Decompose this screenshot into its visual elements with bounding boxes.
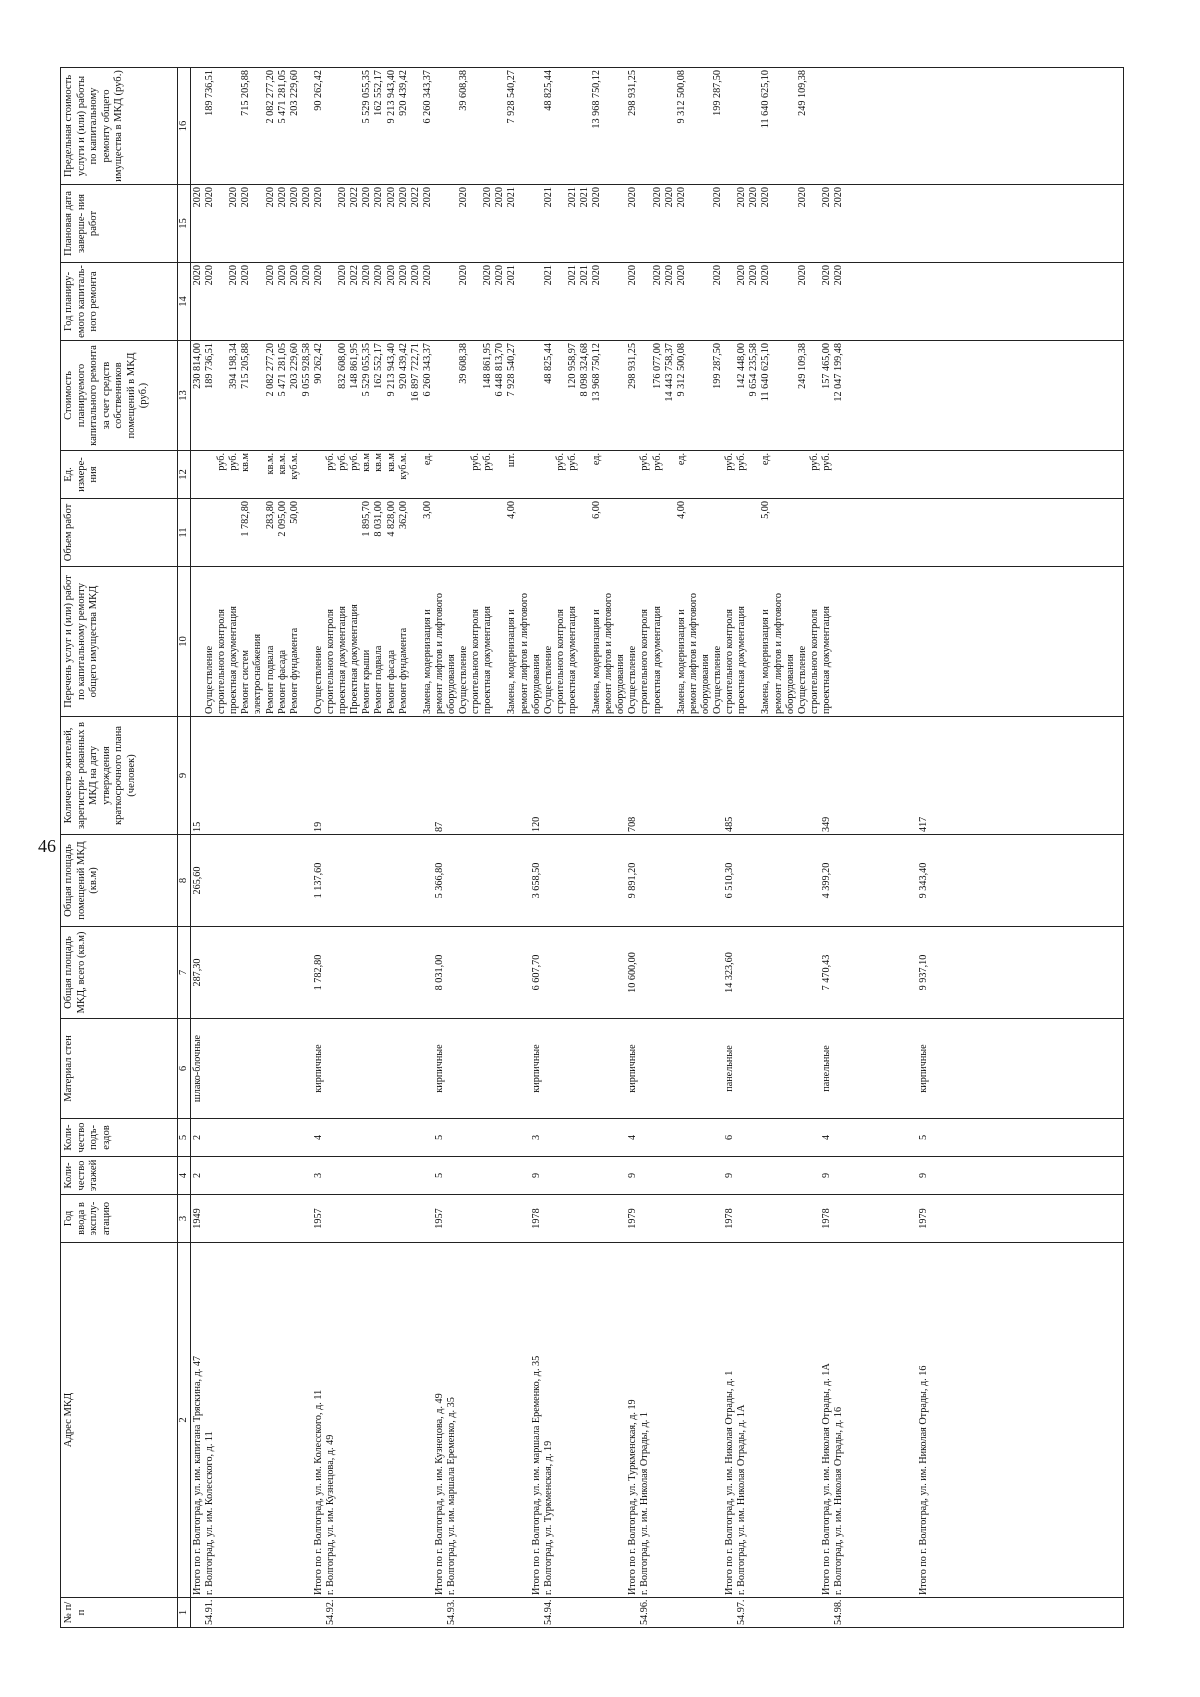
col-header: Материал стен: [61, 1019, 178, 1119]
column-number: 1: [178, 1598, 191, 1628]
col-header: Коли- чество подъ- ездов: [61, 1119, 178, 1157]
col-header: Общая площадь помещений МКД (кв.м): [61, 835, 178, 927]
column-number: 9: [178, 717, 191, 835]
works-list-column: Осуществление строительного контроля проектная документация Ремонт систем электроснабжения Ремонт подвала Ремонт фасада Ремонт фундамента Осуществление строительного контроля проектная документация Проектная документация Ремонт крыши Ремонт подвала Ремонт фасада Ремонт фундамента Замена, модернизация и ремонт лифтов и лифтового оборудования Осуществление строительного контроля проектная документация Замена, модернизация и ремонт лифтов и лифтового оборудования Осуществление строительного контроля проектная документация Замена, модернизация и ремонт лифтов и лифтового оборудования Осуществление строительного контроля проектная документация Замена, модернизация и ремонт лифтов и лифтового оборудования Осуществление строительного контроля проектная документация Замена, модернизация и ремонт лифтов и лифтового оборудования Осуществление строительного контроля проектная документация: [204, 593, 832, 714]
unit-column: руб. руб. кв.м кв.м. кв.м. куб.м. руб. руб. руб. кв.м кв.м кв.м куб.м. ед. руб. руб. шт. руб. руб. ед. руб. руб. ед. руб. руб. ед. руб. руб.: [216, 453, 832, 480]
col-header: Ед. измере- ния: [61, 451, 178, 499]
column-number: 2: [178, 1243, 191, 1598]
wall-material-column: шлако-блочные кирпичные кирпичные кирпичные кирпичные панельные панельные кирпичные: [192, 1034, 929, 1103]
table-body-row: [191, 68, 1124, 1628]
col-header: Коли- чество этажей: [61, 1157, 178, 1195]
column-number-row: [178, 68, 191, 1628]
repair-year-column: 2020 2020 2020 2020 2020 2020 2020 2020 2020 2020 2022 2020 2020 2020 2020 2020 2020 2020 2020 2020 2021 2021 2021 2021 2020 2020 2020 2020 2020 2020 2020 2020 2020 2020 2020 2020: [192, 265, 844, 286]
col-header: Год ввода в эксплу- атацию: [61, 1195, 178, 1243]
column-number: 7: [178, 927, 191, 1019]
col-header: Плановая дата заверше- ния работ: [61, 185, 178, 263]
col-header: № п/п: [61, 1598, 178, 1628]
column-number: 6: [178, 1019, 191, 1119]
col-header: Год планиру- емого капиталь- ного ремонта: [61, 263, 178, 341]
total-area-column: 287,30 1 782,80 8 031,00 6 607,70 10 600,00 14 323,60 7 470,43 9 937,10: [192, 952, 929, 993]
cost-column: 230 814,00 189 736,51 394 198,34 715 205,88 2 082 277,20 5 471 281,05 203 229,60 9 055 928,58 90 262,42 832 608,00 148 861,95 5 529 055,35 162 552,17 9 213 943,40 920 439,42 16 897 722,71 6 260 343,37 39 608,38 148 861,95 6 448 813,70 7 928 540,27 48 825,44 120 958,97 8 098 324,68 13 968 750,12 298 931,25 176 077,00 14 443 758,37 9 312 500,08 199 287,50 142 448,00 9 654 235,58 11 640 625,10 249 109,38 157 465,00 12 047 199,48: [192, 343, 844, 402]
work-volume-column: 1 782,80 283,80 2 095,00 50,00 1 895,70 8 031,00 4 828,00 362,00 3,00 4,00 6,00 4,00 5,00: [240, 501, 772, 537]
column-number: 3: [178, 1195, 191, 1243]
entrances-column: 2 4 5 3 4 6 4 5: [192, 1134, 929, 1141]
col-header: Объем работ: [61, 499, 178, 567]
residents-column: 15 19 87 120 708 485 349 417: [192, 816, 929, 832]
column-number: 4: [178, 1157, 191, 1195]
col-header: Общая площадь МКД, всего (кв.м): [61, 927, 178, 1019]
col-header: Перечень услуг и (или) работ по капитальному ремонту общего имущества МКД: [61, 567, 178, 717]
column-number: 8: [178, 835, 191, 927]
rotated-table-container: [60, 68, 1140, 1628]
max-cost-column: 189 736,51 715 205,88 2 082 277,20 5 471 281,05 203 229,60 90 262,42 5 529 055,35 162 552,17 9 213 943,40 920 439,42 6 260 343,37 39 608,38 7 928 540,27 48 825,44 13 968 750,12 298 931,25 9 312 500,08 199 287,50 11 640 625,10 249 109,38: [204, 70, 808, 129]
col-header: Адрес МКД: [61, 1243, 178, 1598]
col-header: Предельная стоимость услуги и (или) работы по капитальному ремонту общего имущества в МКД (руб.): [61, 68, 178, 185]
row-number-column: 54.91. 54.92. 54.93. 54.94. 54.96. 54.97. 54.98.: [204, 1600, 844, 1625]
header-row: [61, 68, 178, 1628]
col-header: Стоимость планируемого капитального ремонта за счет средств собственников помещений в МКД (руб.): [61, 341, 178, 451]
column-number: 15: [178, 185, 191, 263]
col-header: Количество жителей, зарегистри- рованных в МКД на дату утверждения краткосрочного плана (человек): [61, 717, 178, 835]
floors-column: 2 3 5 9 9 9 9 9: [192, 1172, 929, 1179]
column-number: 16: [178, 68, 191, 185]
page-number: 46: [38, 836, 56, 856]
year-built-column: 1949 1957 1957 1978 1979 1978 1978 1979: [192, 1208, 929, 1229]
column-number: 14: [178, 263, 191, 341]
address-column: Итого по г. Волгоград, ул. им. капитана Тряскина, д. 47 г. Волгоград, ул. им. Колесского, д. 11 Итого по г. Волгоград, ул. им. Колесского, д. 11 г. Волгоград, ул. им. Кузнецова, д. 49 Итого по г. Волгоград, ул. им. Кузнецова, д. 49 г. Волгоград, ул. им. маршала Еременко, д. 35 Итого по г. Волгоград, ул. им. маршала Еременко, д. 35 г. Волгоград, ул. Туркменская, д. 19 Итого по г. Волгоград, ул. Туркменская, д. 19 г. Волгоград, ул. им. Николая Отрады, д. 1 Итого по г. Волгоград, ул. им. Николая Отрады, д. 1 г. Волгоград, ул. им. Николая Отрады, д. 1А Итого по г. Волгоград, ул. им. Николая Отрады, д. 1А г. Волгоград, ул. им. Николая Отрады, д. 16 Итого по г. Волгоград, ул. им. Николая Отрады, д. 16: [192, 1355, 929, 1595]
column-number: 12: [178, 451, 191, 499]
completion-date-column: 2020 2020 2020 2020 2020 2020 2020 2020 2020 2020 2022 2020 2020 2020 2020 2022 2020 2020 2020 2020 2021 2021 2021 2021 2020 2020 2020 2020 2020 2020 2020 2020 2020 2020 2020 2020: [192, 187, 844, 208]
column-number: 5: [178, 1119, 191, 1157]
premises-area-column: 265,60 1 137,60 5 366,80 3 658,50 9 891,20 6 510,30 4 399,20 9 343,40: [192, 862, 929, 899]
repair-plan-table: [60, 67, 1124, 1628]
column-number: 11: [178, 499, 191, 567]
column-number: 13: [178, 341, 191, 451]
column-number: 10: [178, 567, 191, 717]
